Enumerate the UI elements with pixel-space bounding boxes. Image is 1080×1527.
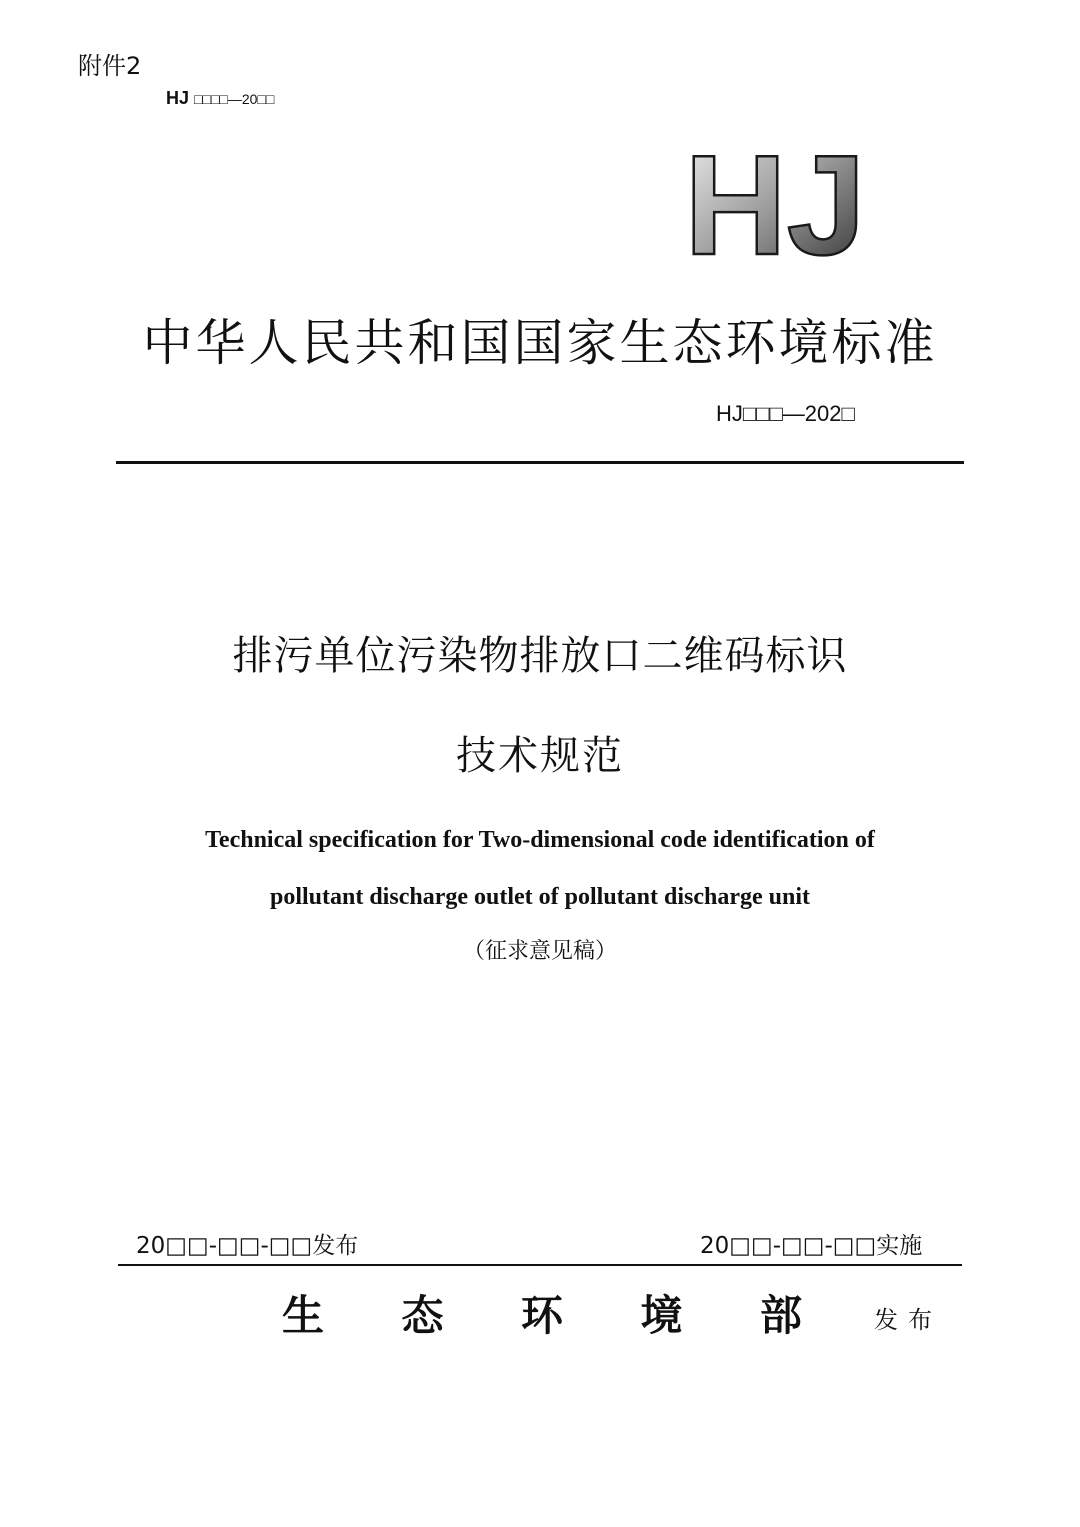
issuer-char: 态: [401, 1291, 444, 1340]
standard-number: HJ□□□—202□: [716, 401, 855, 426]
title-chinese-line2: 技术规范: [456, 733, 624, 779]
issuer-char: 境: [640, 1291, 683, 1340]
attachment-label: 附件2: [78, 52, 142, 80]
header-code-placeholder: □□□□—20□□: [194, 91, 275, 107]
issuing-authority: [282, 1286, 802, 1346]
title-english-line2: pollutant discharge outlet of pollutant discharge unit: [269, 884, 811, 910]
issue-word: 发布: [874, 1306, 942, 1334]
issuer-char: 生: [282, 1291, 325, 1340]
issuer-char: 部: [759, 1291, 802, 1340]
header-standard-code: [166, 86, 274, 111]
issuer-char: 环: [520, 1291, 563, 1340]
draft-note: （征求意见稿）: [462, 939, 617, 964]
release-date: 20□□-□□-□□发布: [136, 1233, 359, 1259]
title-english-line1: Technical specification for Two-dimensional code identification of: [205, 827, 875, 853]
header-code-prefix: HJ: [166, 88, 190, 108]
top-divider: [116, 461, 964, 464]
implement-date: 20□□-□□-□□实施: [700, 1233, 923, 1259]
hj-logo-text: HJ: [684, 142, 866, 264]
hj-logo: [672, 142, 878, 264]
title-chinese-line1: 排污单位污染物排放口二维码标识: [232, 633, 848, 679]
national-standard-heading: 中华人民共和国国家生态环境标准: [142, 314, 938, 372]
bottom-divider: [118, 1264, 962, 1266]
